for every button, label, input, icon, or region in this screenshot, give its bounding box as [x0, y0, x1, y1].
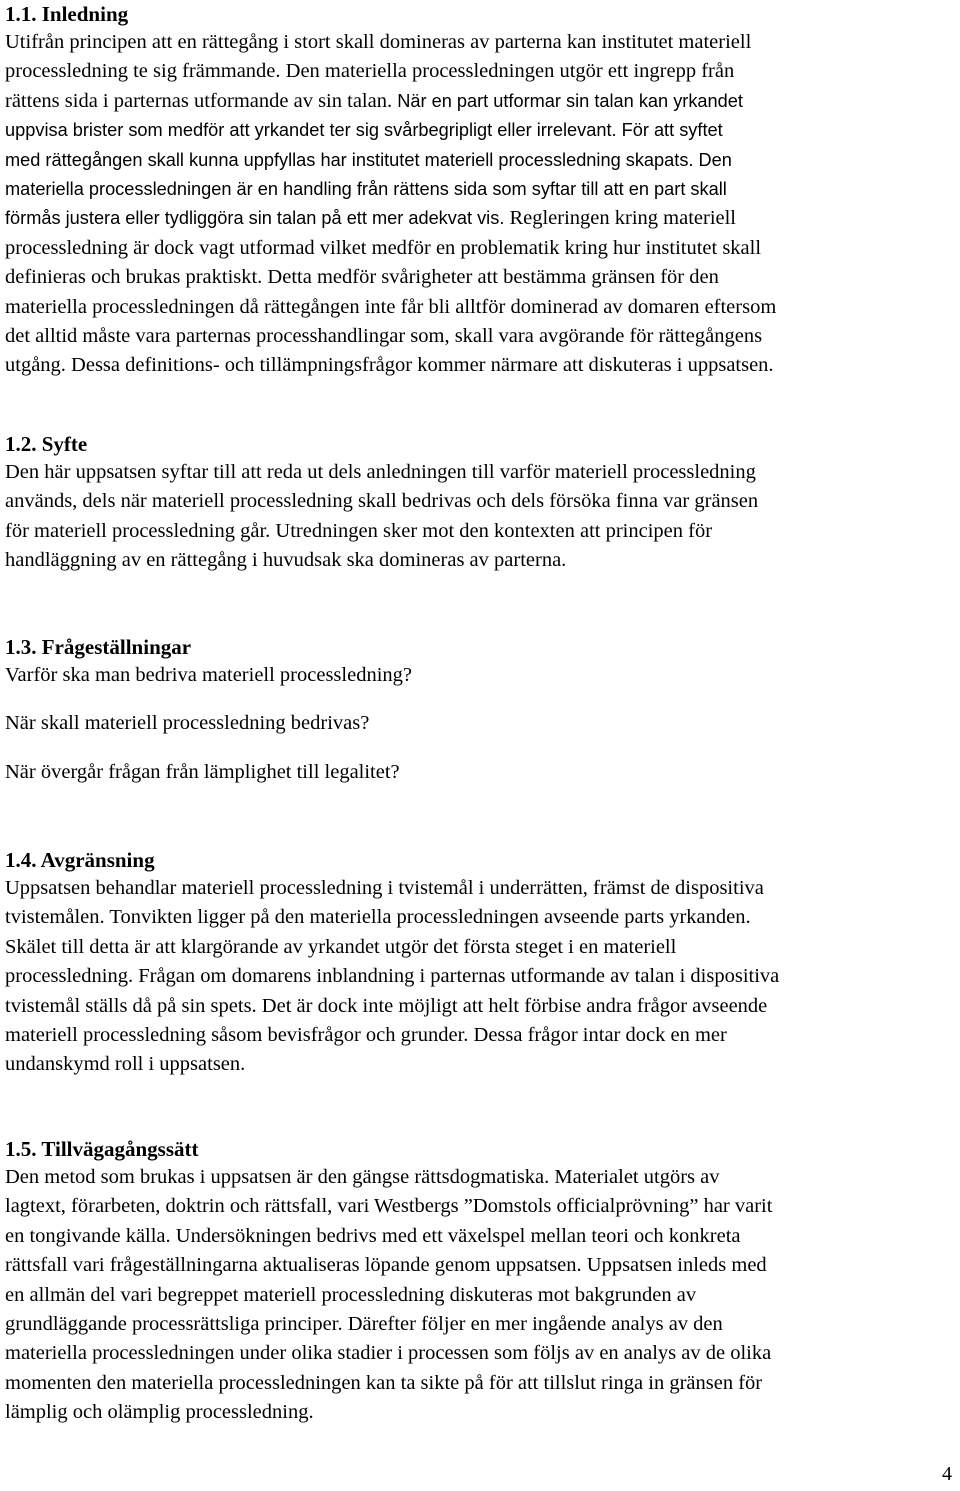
paragraph-line: Uppsatsen behandlar materiell processledning i tvistemål i underrätten, främst de dispositiva — [5, 877, 764, 899]
paragraph-line: materiella processledningen under olika stadier i processen som följs av en analys av de olika — [5, 1342, 772, 1365]
paragraph-line: materiell processledning såsom bevisfrågor och grunder. Dessa frågor intar dock en mer — [5, 1024, 727, 1047]
paragraph-line — [5, 28, 776, 57]
paragraph-line: används, dels när materiell processledning skall bedrivas och dels försöka finna var gränsen — [5, 490, 759, 513]
paragraph-line — [5, 116, 776, 145]
paragraph-line — [5, 293, 776, 322]
section-body — [5, 28, 776, 381]
paragraph-line — [5, 175, 776, 204]
text-segment: förmås justera eller tydliggöra sin talan på ett mer adekvat vis. — [5, 208, 510, 229]
text-segment: Regleringen kring materiell — [509, 207, 736, 230]
section-avgransning — [5, 846, 779, 1080]
text-segment: rättens sida i parternas utformande av sin talan. — [5, 89, 398, 112]
paragraph-line — [5, 234, 776, 263]
paragraph-line — [5, 263, 776, 292]
section-heading: 1.1. Inledning — [5, 2, 129, 26]
section-inledning — [5, 0, 776, 381]
paragraph-line — [5, 322, 776, 351]
text-segment: Utifrån principen att en rättegång i stort skall domineras av parterna kan institutet materiell — [5, 31, 752, 53]
paragraph-line: tvistemål ställs då på sin spets. Det är dock inte möjligt att helt förbise andra frågor avseende — [5, 994, 768, 1017]
text-segment: materiella processledningen är en handling från rättens sida som syftar till att en part skall — [5, 179, 727, 200]
question-item: Varför ska man bedriva materiell processledning? — [5, 664, 412, 686]
text-segment: materiella processledningen då rättegången inte får bli alltför dominerad av domaren eftersom — [5, 295, 777, 318]
paragraph-line — [5, 146, 776, 175]
page-number: 4 — [942, 1463, 952, 1485]
section-heading: 1.4. Avgränsning — [5, 848, 155, 872]
paragraph-line: momenten den materiella processledningen kan ta sikte på för att tillslut ringa in gränsen för — [5, 1371, 763, 1394]
paragraph-line: Den metod som brukas i uppsatsen är den gängse rättsdogmatiska. Materialet utgörs av — [5, 1166, 720, 1188]
paragraph-line — [5, 204, 776, 233]
text-segment: När en part utformar sin talan kan yrkandet — [397, 90, 743, 111]
text-segment: utgång. Dessa definitions- och tillämpningsfrågor kommer närmare att diskuteras i uppsatsen. — [5, 354, 774, 377]
paragraph-line — [5, 57, 776, 86]
paragraph-line: tvistemålen. Tonvikten ligger på den materiella processledningen avseende parts yrkanden. — [5, 906, 751, 929]
question-item: När övergår frågan från lämplighet till legalitet? — [5, 761, 400, 783]
text-segment: processledning är dock vagt utformad vilket medför en problematik kring hur institutet skall — [5, 236, 762, 259]
paragraph-line: en allmän del vari begreppet materiell processledning diskuteras mot bakgrunden av — [5, 1283, 697, 1306]
section-heading: 1.3. Frågeställningar — [5, 635, 192, 659]
paragraph-line: en tongivande källa. Undersökningen bedrivs med ett växelspel mellan teori och konkreta — [5, 1224, 741, 1247]
paragraph-line: lagtext, förarbeten, doktrin och rättsfall, vari Westbergs ”Domstols officialprövning” har varit — [5, 1195, 773, 1218]
text-segment: definieras och brukas praktiskt. Detta medför svårigheter att bestämma gränsen för den — [5, 266, 719, 289]
paragraph-line — [5, 351, 776, 380]
section-heading: 1.5. Tillvägagångssätt — [5, 1137, 199, 1161]
text-segment: med rättegången skall kunna uppfyllas har institutet materiell processledning skapats. Den — [5, 149, 732, 170]
paragraph-line: grundläggande processrättsliga principer. Därefter följer en mer ingående analys av den — [5, 1313, 723, 1336]
section-syfte — [5, 430, 758, 576]
question-item: När skall materiell processledning bedrivas? — [5, 712, 370, 734]
paragraph-line — [5, 87, 776, 116]
paragraph-line: Den här uppsatsen syftar till att reda ut dels anledningen till varför materiell processledning — [5, 461, 756, 483]
section-tillvagagangssatt — [5, 1135, 772, 1428]
paragraph-line: handläggning av en rättegång i huvudsak ska domineras av parterna. — [5, 549, 567, 572]
paragraph-line: för materiell processledning går. Utredningen sker mot den kontexten att principen för — [5, 519, 713, 542]
paragraph-line: undanskymd roll i uppsatsen. — [5, 1053, 246, 1076]
paragraph-line: lämplig och olämplig processledning. — [5, 1401, 314, 1424]
paragraph-line: processledning. Frågan om domarens inblandning i parternas utformande av talan i dispositiva — [5, 965, 780, 988]
paragraph-line: Skälet till detta är att klargörande av yrkandet utgör det första steget i en materiell — [5, 935, 677, 958]
paragraph-line: rättsfall vari frågeställningarna aktualiseras löpande genom uppsatsen. Uppsatsen inleds med — [5, 1254, 767, 1277]
text-segment: det alltid måste vara parternas processhandlingar som, skall vara avgörande för rättegångens — [5, 325, 763, 348]
section-fragestallningar — [5, 633, 412, 787]
text-segment: uppvisa brister som medför att yrkandet ter sig svårbegripligt eller irrelevant. För att syftet — [5, 120, 723, 141]
text-segment: processledning te sig främmande. Den materiella processledningen utgör ett ingrepp från — [5, 60, 735, 83]
section-heading: 1.2. Syfte — [5, 432, 88, 456]
